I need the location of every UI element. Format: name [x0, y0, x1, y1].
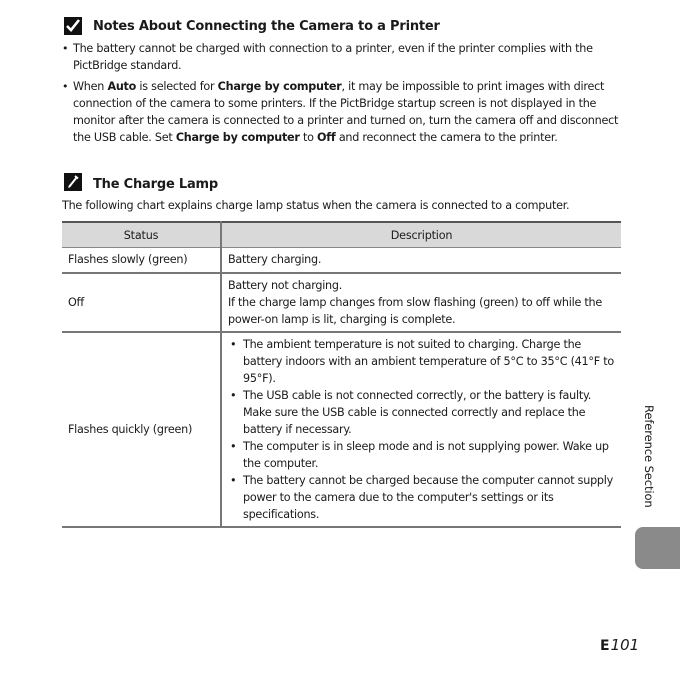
- list-item: • The ambient temperature is not suited to charging. Charge the battery indoors with an ambient temperature of 5°C to 35°C (41°F to 95°F).: [228, 336, 615, 387]
- status-cell: Flashes quickly (green): [62, 332, 221, 527]
- list-item: • The computer is in sleep mode and is not supplying power. Wake up the computer.: [228, 438, 615, 472]
- description-cell: [221, 332, 621, 527]
- pencil-icon: [64, 173, 82, 191]
- notes-bullet-2: • When Auto is selected for Charge by computer, it may be impossible to print images with direct connection of the camera to some printers. If the PictBridge startup screen is not displayed in the monitor after the camera is connected to a printer and turned on, turn the camera off and disconnect the USB cable. Set Charge by computer to Off and reconnect the camera to the printer.: [62, 78, 622, 146]
- charge-lamp-intro: The following chart explains charge lamp status when the camera is connected to a computer.: [62, 199, 570, 212]
- description-cell: [221, 273, 621, 332]
- table-row: [62, 273, 621, 332]
- list-item: • The USB cable is not connected correctly, or the battery is faulty. Make sure the USB cable is connected correctly and replace the battery if necessary.: [228, 387, 615, 438]
- description-list: [228, 336, 615, 523]
- status-column-header: Status: [62, 222, 221, 248]
- description-cell: Battery charging.: [221, 248, 621, 273]
- description-line: If the charge lamp changes from slow flashing (green) to off while the power-on lamp is lit, charging is complete.: [228, 295, 603, 326]
- table-header-row: [62, 222, 621, 248]
- section-side-label: Reference Section: [642, 405, 656, 508]
- reference-section-icon: E: [600, 638, 610, 654]
- list-item: • The battery cannot be charged because the computer cannot supply power to the camera due to the computer's settings or its specifications.: [228, 472, 615, 523]
- status-cell: Flashes slowly (green): [62, 248, 221, 273]
- charge-lamp-heading: The Charge Lamp: [93, 177, 219, 192]
- table-row: [62, 332, 621, 527]
- status-cell: Off: [62, 273, 221, 332]
- description-column-header: Description: [221, 222, 621, 248]
- checkmark-icon: [64, 17, 82, 35]
- notes-bullet-1: • The battery cannot be charged with connection to a printer, even if the printer complies with the PictBridge standard.: [62, 40, 622, 74]
- notes-heading: Notes About Connecting the Camera to a Printer: [93, 19, 440, 34]
- description-line: Battery not charging.: [228, 278, 343, 292]
- notes-list: [62, 40, 622, 150]
- table-row: [62, 248, 621, 273]
- charge-lamp-table: [62, 221, 621, 528]
- section-tab: [635, 527, 680, 569]
- page-number: E101: [600, 636, 640, 654]
